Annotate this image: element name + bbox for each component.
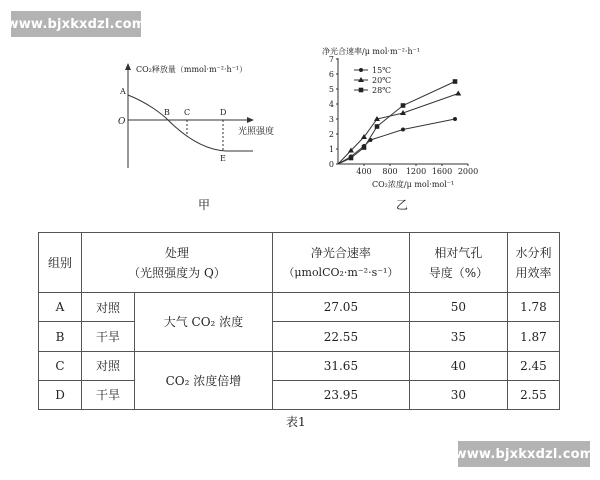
- th-water-line1: 水分利: [515, 245, 552, 260]
- y-tick-label: 1: [328, 145, 334, 154]
- watermark-top: www.bjxkxdzl.com: [11, 11, 141, 37]
- x-tick-label: 400: [356, 167, 372, 176]
- yi-y-ticks: [329, 55, 338, 169]
- x-tick-label: 1600: [431, 167, 453, 176]
- cell-conductance: 35: [409, 322, 507, 351]
- cell-conductance: 40: [409, 351, 507, 380]
- data-table: [38, 232, 560, 410]
- x-tick-label: 800: [382, 167, 398, 176]
- data-point-circle: [453, 117, 457, 121]
- yi-x-ticks: [356, 164, 478, 176]
- cell-rate: 23.95: [272, 380, 409, 409]
- caption-yi: 乙: [396, 198, 409, 212]
- y-tick-label: 7: [328, 55, 334, 64]
- jia-label-b: B: [164, 108, 170, 117]
- data-point-triangle: [455, 91, 461, 96]
- legend-label: 15℃: [372, 66, 392, 75]
- cell-group: C: [39, 351, 82, 380]
- caption-jia: 甲: [198, 198, 211, 212]
- data-point-square: [375, 124, 380, 129]
- cell-water: 2.55: [507, 380, 559, 409]
- th-treatment-line1: 处理: [164, 245, 189, 260]
- table-caption: 表1: [286, 415, 306, 429]
- cell-water: 1.78: [507, 293, 559, 322]
- cell-co2-atm: 大气 CO₂ 浓度: [135, 293, 273, 351]
- y-tick-label: 5: [328, 85, 334, 94]
- cell-treat: 对照: [82, 293, 135, 322]
- watermark-bottom: www.bjxkxdzl.com: [458, 441, 590, 467]
- th-rate: [272, 233, 409, 293]
- chart-jia: [108, 58, 288, 170]
- data-point-square: [362, 145, 367, 150]
- cell-group: D: [39, 380, 82, 409]
- th-treatment-line2: （光照强度为 Q）: [128, 265, 226, 280]
- cell-rate: 27.05: [272, 293, 409, 322]
- th-rate-line1: 净光合速率: [310, 245, 371, 260]
- jia-label-c: C: [184, 108, 191, 117]
- legend-label: 20℃: [372, 76, 392, 85]
- yi-series: [338, 79, 461, 164]
- th-rate-line2: （μmolCO₂·m⁻²·s⁻¹）: [283, 265, 399, 279]
- series-circle: [338, 117, 457, 164]
- table-row: [39, 293, 560, 322]
- th-water-line2: 用效率: [515, 265, 552, 280]
- data-point-square: [401, 103, 406, 108]
- table-header-row: [39, 233, 560, 293]
- jia-label-e: E: [220, 154, 226, 163]
- legend-label: 28℃: [372, 86, 392, 95]
- data-point-circle: [401, 128, 405, 132]
- x-tick-label: 1200: [405, 167, 427, 176]
- data-point-square: [359, 88, 364, 93]
- data-point-square: [349, 156, 354, 161]
- cell-treat: 对照: [82, 351, 135, 380]
- cell-conductance: 50: [409, 293, 507, 322]
- jia-xlabel: 光照强度: [238, 127, 275, 137]
- table-row: [39, 322, 560, 351]
- cell-rate: 22.55: [272, 322, 409, 351]
- table-row: [39, 380, 560, 409]
- cell-co2-double: CO₂ 浓度倍增: [135, 351, 273, 409]
- table-row: [39, 351, 560, 380]
- cell-rate: 31.65: [272, 351, 409, 380]
- data-point-circle: [359, 68, 363, 72]
- yi-ylabel: 净光合速率/μ mol·m⁻²·h⁻¹: [322, 47, 421, 56]
- series-line: [338, 119, 455, 164]
- y-tick-label: 3: [328, 115, 334, 124]
- th-group: [39, 233, 82, 293]
- cell-treat: 干旱: [82, 380, 135, 409]
- cell-water: 2.45: [507, 351, 559, 380]
- yi-legend: [354, 66, 391, 95]
- data-point-square: [453, 79, 458, 84]
- cell-water: 1.87: [507, 322, 559, 351]
- y-tick-label: 2: [328, 130, 334, 139]
- th-conductance: [409, 233, 507, 293]
- th-treatment: [82, 233, 273, 293]
- x-tick-label: 2000: [457, 167, 478, 176]
- series-square: [338, 79, 457, 164]
- th-group-text: 组别: [47, 255, 72, 270]
- jia-label-a: A: [120, 87, 126, 96]
- yi-xlabel: CO₂浓度/μ mol·mol⁻¹: [372, 180, 455, 189]
- cell-group: B: [39, 322, 82, 351]
- jia-ylabel: CO₂释放量（mmol·m⁻²·h⁻¹）: [136, 65, 248, 74]
- cell-group: A: [39, 293, 82, 322]
- th-conductance-line1: 相对气孔: [434, 245, 483, 260]
- jia-origin: O: [118, 117, 126, 127]
- jia-label-d: D: [220, 108, 227, 117]
- y-tick-label: 0: [328, 160, 334, 169]
- jia-curve: [128, 95, 226, 151]
- cell-conductance: 30: [409, 380, 507, 409]
- th-conductance-line2: 导度（%）: [428, 265, 489, 280]
- y-tick-label: 6: [328, 70, 334, 79]
- th-water: [507, 233, 559, 293]
- chart-yi: [318, 44, 478, 190]
- cell-treat: 干旱: [82, 322, 135, 351]
- y-tick-label: 4: [328, 100, 334, 109]
